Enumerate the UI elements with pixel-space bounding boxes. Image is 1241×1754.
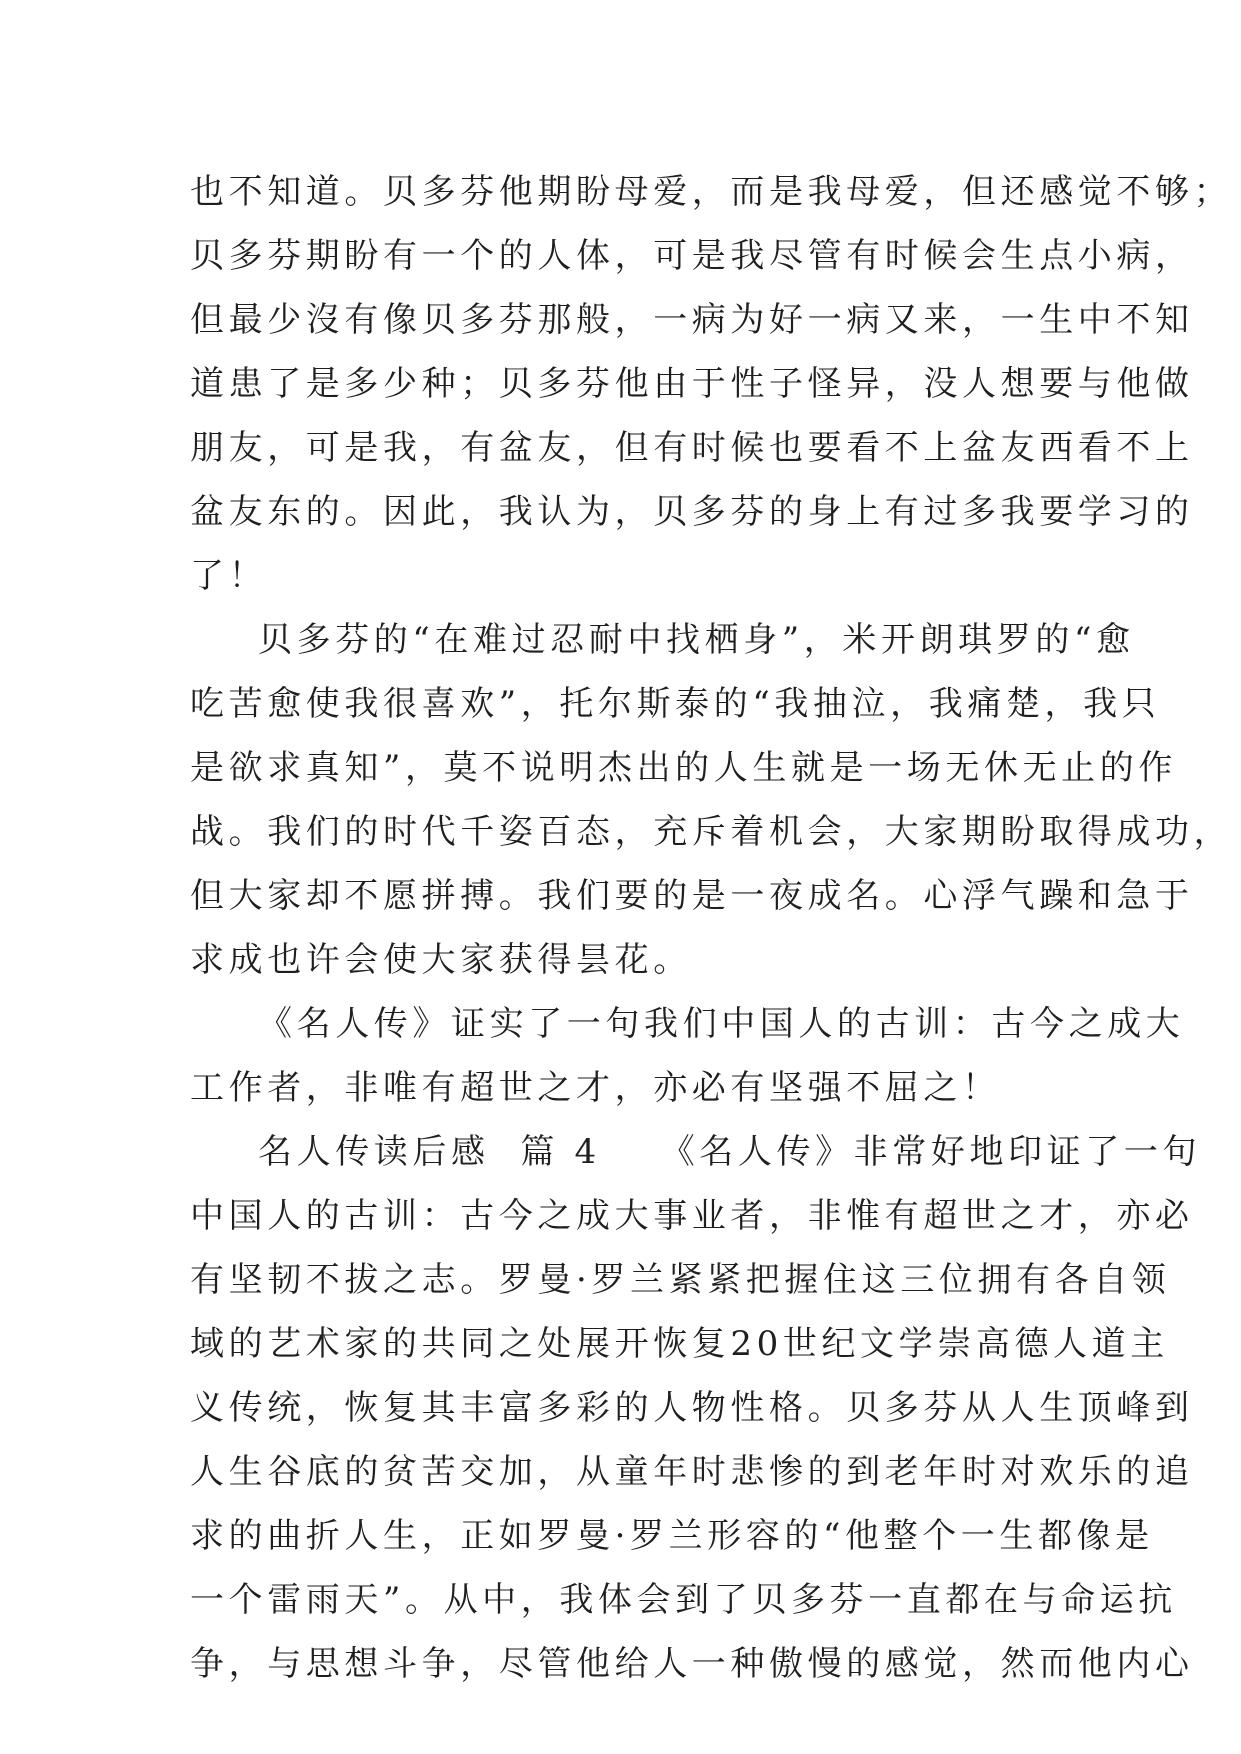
section-first-text: 《名人传》非常好地印证了一句 — [660, 1132, 1202, 1172]
text-line: 是欲求真知”，莫不说明杰出的人生就是一场无休无止的作 — [190, 748, 1177, 788]
text-line: 战。我们的时代千姿百态，充斥着机会，大家期盼取得成功， — [190, 812, 1233, 852]
text-line: 一个雷雨天”。从中，我体会到了贝多芬一直都在与命运抗 — [190, 1580, 1177, 1620]
text-line: 义传统，恢复其丰富多彩的人物性格。贝多芬从人生顶峰到 — [190, 1388, 1194, 1428]
text-line: 域的艺术家的共同之处展开恢复20世纪文学崇高德人道主 — [190, 1324, 1169, 1364]
text-line: 工作者，非唯有超世之才，亦必有坚强不屈之！ — [190, 1068, 1001, 1108]
text-line: 中国人的古训：古今之成大事业者，非惟有超世之才，亦必 — [190, 1196, 1194, 1236]
document-body — [190, 160, 1233, 1696]
text-line: 吃苦愈使我很喜欢”，托尔斯泰的“我抽泣，我痛楚，我只 — [190, 684, 1161, 724]
text-line: 也不知道。贝多芬他期盼母爱，而是我母爱，但还感觉不够； — [190, 172, 1233, 212]
text-line: 有坚韧不拔之志。罗曼·罗兰紧紧把握住这三位拥有各自领 — [190, 1260, 1171, 1300]
section-number: 篇 4 — [520, 1132, 601, 1172]
text-line: 争，与思想斗争，尽管他给人一种傲慢的感觉，然而他内心 — [190, 1644, 1194, 1684]
text-line: 人生谷底的贫苦交加，从童年时悲惨的到老年时对欢乐的追 — [190, 1452, 1194, 1492]
text-line: 求的曲折人生，正如罗曼·罗兰形容的“他整个一生都像是 — [190, 1516, 1154, 1556]
paragraph-first-line: 贝多芬的“在难过忍耐中找栖身”，米开朗琪罗的“愈 — [258, 620, 1135, 660]
text-line: 盆友东的。因此，我认为，贝多芬的身上有过多我要学习的 — [190, 492, 1194, 532]
text-line: 贝多芬期盼有一个的人体，可是我尽管有时候会生点小病， — [190, 236, 1194, 276]
section-title: 名人传读后感 — [258, 1132, 490, 1172]
text-line: 了！ — [190, 556, 268, 596]
text-line: 求成也许会使大家获得昙花。 — [190, 940, 692, 980]
section-heading-line — [190, 1120, 1202, 1184]
text-line: 但最少沒有像贝多芬那般，一病为好一病又来，一生中不知 — [190, 300, 1194, 340]
text-line: 朋友，可是我，有盆友，但有时候也要看不上盆友西看不上 — [190, 428, 1194, 468]
paragraph-first-line: 《名人传》证实了一句我们中国人的古训：古今之成大 — [258, 1004, 1185, 1044]
text-line: 道患了是多少种；贝多芬他由于性子怪异，没人想要与他做 — [190, 364, 1194, 404]
text-line: 但大家却不愿拼搏。我们要的是一夜成名。心浮气躁和急于 — [190, 876, 1194, 916]
